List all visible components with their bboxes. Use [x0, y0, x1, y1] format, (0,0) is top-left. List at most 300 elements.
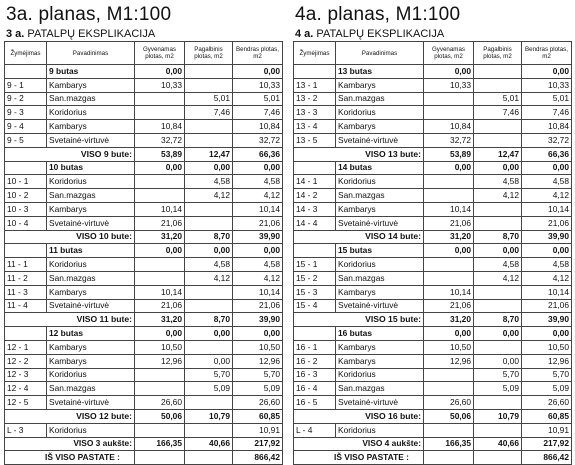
- auxiliary-area-cell: 0,00: [474, 161, 522, 175]
- living-area-cell: [135, 106, 185, 120]
- living-area-cell: 32,72: [135, 133, 185, 147]
- table-row: [294, 271, 572, 285]
- auxiliary-area-cell: 0,00: [185, 327, 233, 341]
- room-code-cell: 10 - 4: [5, 216, 47, 230]
- room-name-cell: Kambarys: [47, 202, 135, 216]
- room-name-cell: Kambarys: [47, 120, 135, 134]
- room-code-cell: 13 - 3: [294, 106, 336, 120]
- total-area-cell: 4,58: [522, 175, 572, 189]
- living-area-cell: [424, 258, 474, 272]
- living-area-cell: 21,06: [135, 216, 185, 230]
- auxiliary-area-cell: [474, 423, 522, 437]
- total-area-cell: 39,90: [233, 230, 283, 244]
- room-code-cell: 16 - 1: [294, 340, 336, 354]
- table-row: [294, 133, 572, 147]
- col-header-auxiliary: Pagalbinis plotas, m2: [185, 42, 233, 65]
- col-header-living: Gyvenamas plotas, m2: [135, 42, 185, 65]
- room-name-cell: 11 butas: [47, 244, 135, 258]
- total-area-cell: 4,58: [522, 258, 572, 272]
- room-code-cell: 16 - 5: [294, 396, 336, 410]
- total-area-cell: 866,42: [233, 451, 283, 465]
- room-name-cell: Svetainė-virtuvė: [47, 216, 135, 230]
- room-code-cell: 15 - 4: [294, 299, 336, 313]
- apartment-subtotal-row: [294, 409, 572, 423]
- living-area-cell: 10,50: [135, 340, 185, 354]
- living-area-cell: 10,33: [135, 78, 185, 92]
- table-row: [5, 299, 283, 313]
- auxiliary-area-cell: [474, 299, 522, 313]
- auxiliary-area-cell: 4,58: [474, 175, 522, 189]
- auxiliary-area-cell: 40,66: [474, 437, 522, 451]
- floor-total-row: [294, 437, 572, 451]
- table-row: [5, 175, 283, 189]
- living-area-cell: 26,60: [424, 396, 474, 410]
- apartment-header-row: [5, 327, 283, 341]
- table-row: [294, 202, 572, 216]
- room-code-cell: 14 - 3: [294, 202, 336, 216]
- room-code-cell: 13 - 1: [294, 78, 336, 92]
- living-area-cell: [135, 451, 185, 465]
- total-area-cell: 10,14: [233, 202, 283, 216]
- table-header: [294, 42, 572, 65]
- total-area-cell: 10,50: [233, 340, 283, 354]
- table-row: [5, 258, 283, 272]
- auxiliary-area-cell: 4,12: [185, 189, 233, 203]
- living-area-cell: 21,06: [424, 216, 474, 230]
- room-name-cell: 15 butas: [336, 244, 424, 258]
- auxiliary-area-cell: 8,70: [185, 230, 233, 244]
- total-label-cell: IŠ VISO PASTATE :: [5, 451, 135, 465]
- auxiliary-area-cell: 5,70: [185, 368, 233, 382]
- table-row: [294, 189, 572, 203]
- auxiliary-area-cell: 12,47: [185, 147, 233, 161]
- explication-table: [4, 41, 283, 465]
- auxiliary-area-cell: 40,66: [185, 437, 233, 451]
- floor-label: 3 a.: [6, 28, 25, 40]
- auxiliary-area-cell: [185, 120, 233, 134]
- living-area-cell: 0,00: [424, 65, 474, 79]
- table-row: [294, 396, 572, 410]
- table-row: [5, 92, 283, 106]
- living-area-cell: 31,20: [135, 230, 185, 244]
- auxiliary-area-cell: [185, 340, 233, 354]
- room-name-cell: 16 butas: [336, 327, 424, 341]
- living-area-cell: 0,00: [424, 244, 474, 258]
- room-code-cell: 10 - 2: [5, 189, 47, 203]
- total-area-cell: 5,01: [233, 92, 283, 106]
- table-row: [294, 78, 572, 92]
- living-area-cell: [135, 189, 185, 203]
- living-area-cell: [135, 368, 185, 382]
- auxiliary-area-cell: 0,00: [185, 244, 233, 258]
- total-area-cell: 10,14: [522, 285, 572, 299]
- living-area-cell: [424, 106, 474, 120]
- auxiliary-area-cell: 5,01: [185, 92, 233, 106]
- living-area-cell: 21,06: [135, 299, 185, 313]
- room-code-cell: 14 - 1: [294, 175, 336, 189]
- living-area-cell: 53,89: [135, 147, 185, 161]
- total-area-cell: 4,12: [522, 271, 572, 285]
- living-area-cell: 53,89: [424, 147, 474, 161]
- room-code-cell: [294, 65, 336, 79]
- total-area-cell: 5,70: [522, 368, 572, 382]
- table-row: [5, 354, 283, 368]
- room-name-cell: Koridorius: [336, 368, 424, 382]
- total-area-cell: 7,46: [233, 106, 283, 120]
- total-label-cell: VISO 10 bute:: [5, 230, 135, 244]
- table-row: [294, 340, 572, 354]
- room-code-cell: 11 - 3: [5, 285, 47, 299]
- auxiliary-area-cell: [185, 216, 233, 230]
- living-area-cell: [424, 382, 474, 396]
- auxiliary-area-cell: [474, 78, 522, 92]
- auxiliary-area-cell: [474, 65, 522, 79]
- table-row: [5, 285, 283, 299]
- living-area-cell: [424, 368, 474, 382]
- total-area-cell: 4,12: [233, 271, 283, 285]
- auxiliary-area-cell: [474, 216, 522, 230]
- apartment-subtotal-row: [294, 313, 572, 327]
- room-code-cell: 9 - 4: [5, 120, 47, 134]
- living-area-cell: 50,06: [135, 409, 185, 423]
- auxiliary-area-cell: 10,79: [474, 409, 522, 423]
- living-area-cell: [424, 189, 474, 203]
- room-code-cell: 9 - 3: [5, 106, 47, 120]
- room-name-cell: Kambarys: [47, 340, 135, 354]
- table-row: [5, 396, 283, 410]
- auxiliary-area-cell: 5,09: [185, 382, 233, 396]
- room-code-cell: 9 - 2: [5, 92, 47, 106]
- total-area-cell: 0,00: [233, 161, 283, 175]
- room-name-cell: San.mazgas: [336, 382, 424, 396]
- total-label-cell: IŠ VISO PASTATE :: [294, 451, 424, 465]
- room-code-cell: 12 - 4: [5, 382, 47, 396]
- total-area-cell: 866,42: [522, 451, 572, 465]
- table-row: [5, 382, 283, 396]
- total-area-cell: 66,36: [233, 147, 283, 161]
- room-name-cell: Koridorius: [336, 258, 424, 272]
- room-name-cell: Kambarys: [47, 285, 135, 299]
- living-area-cell: 0,00: [135, 327, 185, 341]
- living-area-cell: [424, 175, 474, 189]
- room-code-cell: 11 - 4: [5, 299, 47, 313]
- total-label-cell: VISO 13 bute:: [294, 147, 424, 161]
- auxiliary-area-cell: 0,00: [185, 354, 233, 368]
- room-name-cell: Kambarys: [47, 78, 135, 92]
- auxiliary-area-cell: 5,70: [474, 368, 522, 382]
- table-row: [5, 368, 283, 382]
- floor-label: 4 a.: [295, 28, 314, 40]
- total-label-cell: VISO 9 bute:: [5, 147, 135, 161]
- auxiliary-area-cell: 4,12: [185, 271, 233, 285]
- room-code-cell: 12 - 1: [5, 340, 47, 354]
- room-code-cell: 9 - 5: [5, 133, 47, 147]
- living-area-cell: [135, 423, 185, 437]
- living-area-cell: [135, 271, 185, 285]
- room-code-cell: L - 4: [294, 423, 336, 437]
- apartment-header-row: [294, 327, 572, 341]
- apartment-header-row: [294, 65, 572, 79]
- table-row: [5, 423, 283, 437]
- total-label-cell: VISO 16 bute:: [294, 409, 424, 423]
- living-area-cell: 0,00: [135, 161, 185, 175]
- auxiliary-area-cell: [474, 120, 522, 134]
- auxiliary-area-cell: 4,12: [474, 271, 522, 285]
- table-body: [5, 65, 283, 465]
- room-name-cell: Svetainė-virtuvė: [47, 299, 135, 313]
- room-code-cell: 15 - 3: [294, 285, 336, 299]
- room-code-cell: 11 - 2: [5, 271, 47, 285]
- total-label-cell: VISO 14 bute:: [294, 230, 424, 244]
- room-code-cell: 13 - 5: [294, 133, 336, 147]
- total-area-cell: 66,36: [522, 147, 572, 161]
- living-area-cell: [424, 92, 474, 106]
- total-area-cell: 21,06: [522, 299, 572, 313]
- living-area-cell: [424, 423, 474, 437]
- table-row: [294, 299, 572, 313]
- auxiliary-area-cell: [185, 65, 233, 79]
- total-label-cell: VISO 3 aukšte:: [5, 437, 135, 451]
- total-area-cell: 0,00: [522, 244, 572, 258]
- living-area-cell: 10,84: [135, 120, 185, 134]
- total-area-cell: 60,85: [522, 409, 572, 423]
- room-code-cell: 13 - 4: [294, 120, 336, 134]
- room-name-cell: 9 butas: [47, 65, 135, 79]
- total-area-cell: 217,92: [522, 437, 572, 451]
- total-area-cell: 0,00: [233, 244, 283, 258]
- room-code-cell: 15 - 1: [294, 258, 336, 272]
- auxiliary-area-cell: 5,01: [474, 92, 522, 106]
- building-total-row: [294, 451, 572, 465]
- total-label-cell: VISO 12 bute:: [5, 409, 135, 423]
- room-name-cell: 13 butas: [336, 65, 424, 79]
- panel-divider: [286, 0, 292, 431]
- auxiliary-area-cell: [185, 299, 233, 313]
- total-area-cell: 4,58: [233, 258, 283, 272]
- left-plan-panel: [4, 0, 286, 463]
- table-row: [294, 354, 572, 368]
- room-name-cell: San.mazgas: [47, 92, 135, 106]
- room-code-cell: 12 - 5: [5, 396, 47, 410]
- auxiliary-area-cell: [474, 133, 522, 147]
- table-row: [5, 189, 283, 203]
- living-area-cell: 31,20: [424, 313, 474, 327]
- col-header-total: Bendras plotas, m2: [233, 42, 283, 65]
- apartment-header-row: [5, 161, 283, 175]
- room-code-cell: 10 - 1: [5, 175, 47, 189]
- col-header-living: Gyvenamas plotas, m2: [424, 42, 474, 65]
- living-area-cell: 21,06: [424, 299, 474, 313]
- room-code-cell: [294, 244, 336, 258]
- auxiliary-area-cell: 8,70: [185, 313, 233, 327]
- table-body: [294, 65, 572, 465]
- auxiliary-area-cell: 8,70: [474, 313, 522, 327]
- living-area-cell: 10,14: [135, 285, 185, 299]
- room-name-cell: San.mazgas: [47, 189, 135, 203]
- room-code-cell: 16 - 2: [294, 354, 336, 368]
- living-area-cell: 12,96: [135, 354, 185, 368]
- room-code-cell: 12 - 2: [5, 354, 47, 368]
- room-name-cell: 10 butas: [47, 161, 135, 175]
- explication-table: [293, 41, 572, 465]
- room-name-cell: Koridorius: [336, 423, 424, 437]
- room-code-cell: 12 - 3: [5, 368, 47, 382]
- room-name-cell: Svetainė-virtuvė: [336, 299, 424, 313]
- room-name-cell: San.mazgas: [336, 189, 424, 203]
- col-header-code: Žymėjimas: [5, 42, 47, 65]
- room-name-cell: Koridorius: [47, 258, 135, 272]
- living-area-cell: 10,50: [424, 340, 474, 354]
- table-row: [5, 271, 283, 285]
- room-name-cell: Koridorius: [336, 175, 424, 189]
- total-area-cell: 26,60: [233, 396, 283, 410]
- room-code-cell: 16 - 3: [294, 368, 336, 382]
- living-area-cell: [135, 258, 185, 272]
- auxiliary-area-cell: 4,58: [185, 258, 233, 272]
- total-area-cell: 21,06: [233, 216, 283, 230]
- auxiliary-area-cell: [185, 202, 233, 216]
- table-row: [294, 120, 572, 134]
- total-area-cell: 10,84: [233, 120, 283, 134]
- living-area-cell: 10,14: [424, 285, 474, 299]
- plan-title: 3a. planas, M1:100: [6, 4, 172, 25]
- table-row: [294, 368, 572, 382]
- apartment-header-row: [5, 65, 283, 79]
- auxiliary-area-cell: [474, 396, 522, 410]
- total-label-cell: VISO 15 bute:: [294, 313, 424, 327]
- living-area-cell: [135, 175, 185, 189]
- room-name-cell: Kambarys: [47, 354, 135, 368]
- total-area-cell: 39,90: [522, 230, 572, 244]
- living-area-cell: [424, 271, 474, 285]
- apartment-subtotal-row: [5, 230, 283, 244]
- total-area-cell: 0,00: [522, 65, 572, 79]
- total-label-cell: VISO 11 bute:: [5, 313, 135, 327]
- room-code-cell: 9 - 1: [5, 78, 47, 92]
- total-area-cell: 10,33: [233, 78, 283, 92]
- table-row: [294, 258, 572, 272]
- room-name-cell: Koridorius: [47, 175, 135, 189]
- living-area-cell: 0,00: [424, 327, 474, 341]
- room-name-cell: Kambarys: [336, 78, 424, 92]
- living-area-cell: [135, 92, 185, 106]
- total-area-cell: 10,91: [522, 423, 572, 437]
- apartment-subtotal-row: [5, 147, 283, 161]
- auxiliary-area-cell: [185, 423, 233, 437]
- auxiliary-area-cell: [185, 451, 233, 465]
- table-row: [294, 106, 572, 120]
- apartment-subtotal-row: [5, 313, 283, 327]
- table-row: [5, 202, 283, 216]
- auxiliary-area-cell: 7,46: [474, 106, 522, 120]
- col-header-name: Pavadinimas: [336, 42, 424, 65]
- room-name-cell: Koridorius: [47, 368, 135, 382]
- total-area-cell: 5,70: [233, 368, 283, 382]
- living-area-cell: [135, 382, 185, 396]
- living-area-cell: 12,96: [424, 354, 474, 368]
- room-code-cell: [5, 161, 47, 175]
- room-name-cell: 14 butas: [336, 161, 424, 175]
- living-area-cell: 10,33: [424, 78, 474, 92]
- room-code-cell: 15 - 2: [294, 271, 336, 285]
- auxiliary-area-cell: 0,00: [474, 354, 522, 368]
- table-row: [5, 120, 283, 134]
- living-area-cell: 31,20: [135, 313, 185, 327]
- explication-label: PATALPŲ EKSPLIKACIJA: [27, 28, 156, 40]
- apartment-header-row: [294, 161, 572, 175]
- col-header-total: Bendras plotas, m2: [522, 42, 572, 65]
- room-name-cell: Kambarys: [336, 340, 424, 354]
- room-name-cell: Svetainė-virtuvė: [47, 133, 135, 147]
- table-row: [294, 285, 572, 299]
- auxiliary-area-cell: [474, 202, 522, 216]
- auxiliary-area-cell: 4,58: [185, 175, 233, 189]
- living-area-cell: 10,14: [135, 202, 185, 216]
- total-area-cell: 10,84: [522, 120, 572, 134]
- total-label-cell: VISO 4 aukšte:: [294, 437, 424, 451]
- room-code-cell: [294, 327, 336, 341]
- living-area-cell: 10,14: [424, 202, 474, 216]
- total-area-cell: 10,14: [233, 285, 283, 299]
- room-name-cell: San.mazgas: [47, 382, 135, 396]
- auxiliary-area-cell: 0,00: [474, 327, 522, 341]
- auxiliary-area-cell: 7,46: [185, 106, 233, 120]
- table-row: [294, 92, 572, 106]
- total-area-cell: 12,96: [233, 354, 283, 368]
- room-name-cell: Svetainė-virtuvė: [336, 216, 424, 230]
- room-name-cell: Koridorius: [47, 106, 135, 120]
- explication-label: PATALPŲ EKSPLIKACIJA: [316, 28, 445, 40]
- col-header-auxiliary: Pagalbinis plotas, m2: [474, 42, 522, 65]
- auxiliary-area-cell: 8,70: [474, 230, 522, 244]
- plan-subtitle: [293, 27, 575, 41]
- total-area-cell: 5,01: [522, 92, 572, 106]
- total-area-cell: 21,06: [233, 299, 283, 313]
- apartment-subtotal-row: [294, 147, 572, 161]
- building-total-row: [5, 451, 283, 465]
- auxiliary-area-cell: 4,58: [474, 258, 522, 272]
- apartment-subtotal-row: [5, 409, 283, 423]
- table-row: [5, 340, 283, 354]
- table-row: [294, 216, 572, 230]
- total-area-cell: 0,00: [233, 65, 283, 79]
- apartment-header-row: [5, 244, 283, 258]
- living-area-cell: 50,06: [424, 409, 474, 423]
- total-area-cell: 217,92: [233, 437, 283, 451]
- auxiliary-area-cell: [185, 133, 233, 147]
- living-area-cell: 31,20: [424, 230, 474, 244]
- table-row: [294, 175, 572, 189]
- room-code-cell: 16 - 4: [294, 382, 336, 396]
- total-area-cell: 7,46: [522, 106, 572, 120]
- total-area-cell: 10,50: [522, 340, 572, 354]
- room-code-cell: 13 - 2: [294, 92, 336, 106]
- auxiliary-area-cell: 10,79: [185, 409, 233, 423]
- total-area-cell: 4,12: [233, 189, 283, 203]
- room-code-cell: [5, 244, 47, 258]
- total-area-cell: 39,90: [233, 313, 283, 327]
- total-area-cell: 4,58: [233, 175, 283, 189]
- table-row: [5, 106, 283, 120]
- auxiliary-area-cell: 4,12: [474, 189, 522, 203]
- living-area-cell: 32,72: [424, 133, 474, 147]
- total-area-cell: 21,06: [522, 216, 572, 230]
- living-area-cell: 26,60: [135, 396, 185, 410]
- auxiliary-area-cell: [185, 78, 233, 92]
- total-area-cell: 0,00: [522, 327, 572, 341]
- room-code-cell: 14 - 2: [294, 189, 336, 203]
- room-code-cell: 11 - 1: [5, 258, 47, 272]
